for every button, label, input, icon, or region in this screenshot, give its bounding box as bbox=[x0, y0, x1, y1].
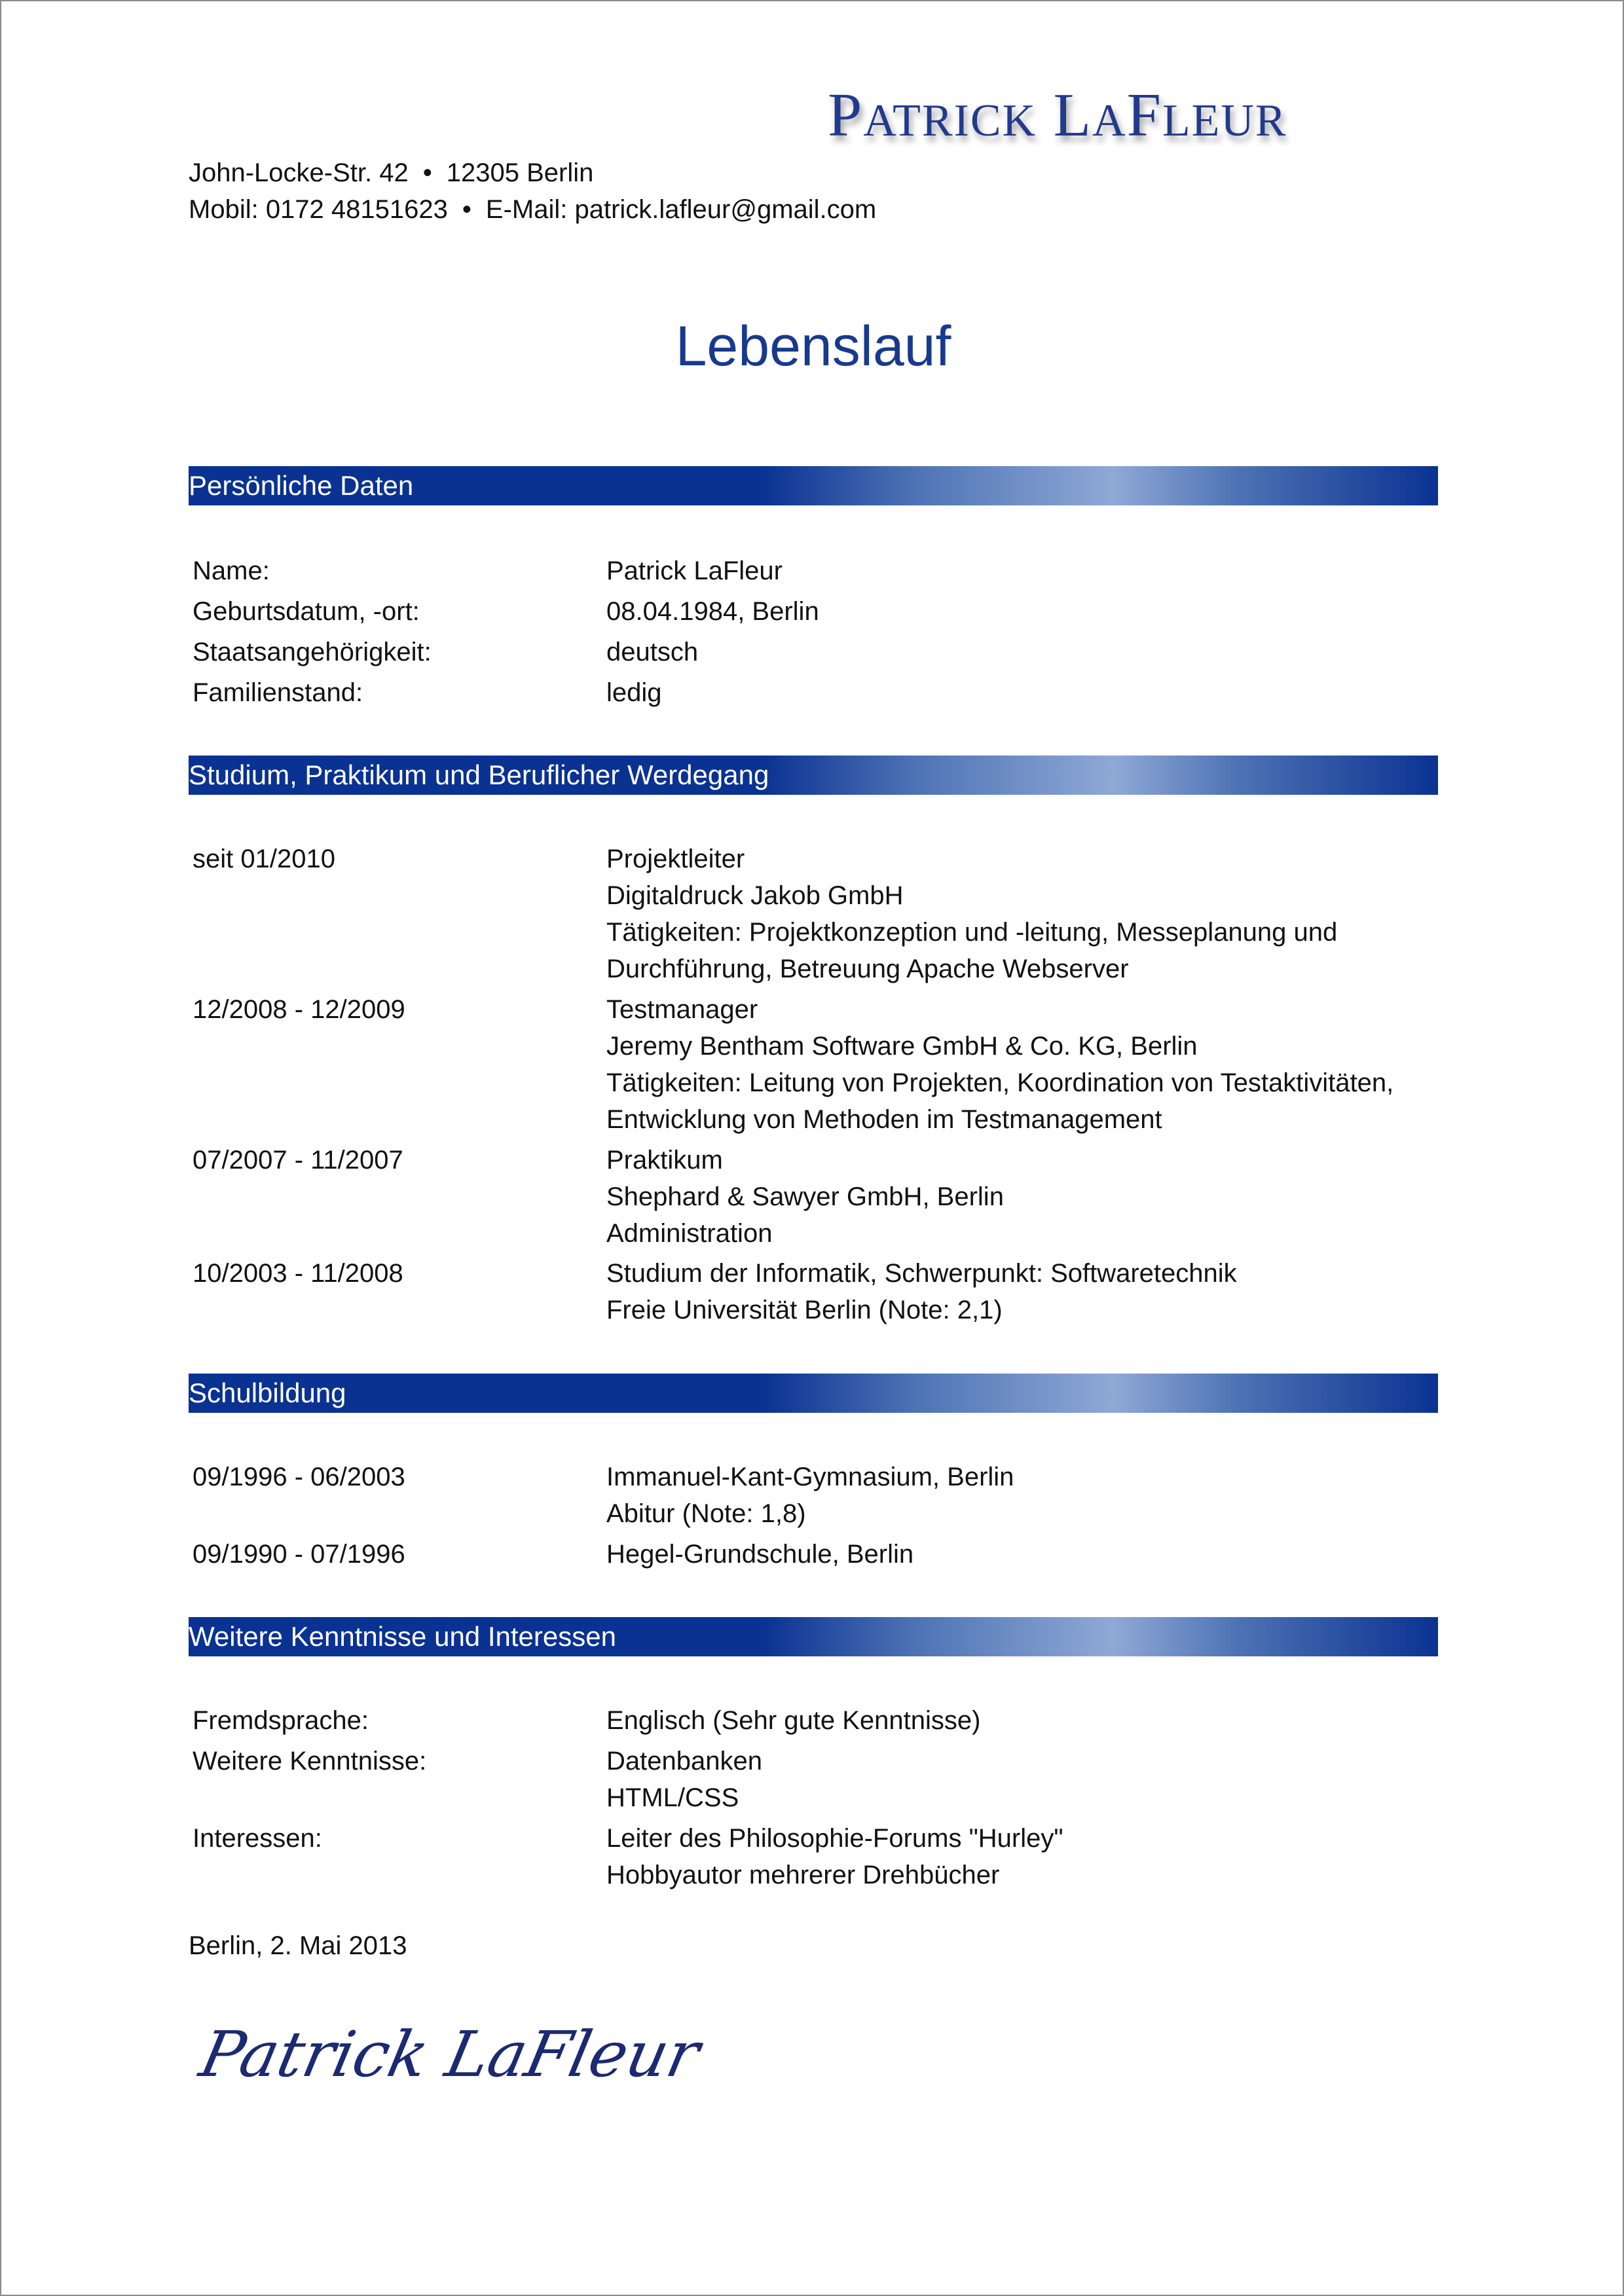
section-header-personal: Persönliche Daten bbox=[189, 466, 1438, 505]
row-label: Weitere Kenntnisse: bbox=[193, 1747, 427, 1776]
contact-address-line bbox=[189, 158, 593, 188]
row-label: Fremdsprache: bbox=[193, 1706, 369, 1735]
bullet-separator: • bbox=[462, 195, 471, 224]
entry-details: Praktikum Shephard & Sawyer GmbH, Berlin Administration bbox=[606, 1146, 1004, 1248]
mobile: Mobil: 0172 48151623 bbox=[189, 195, 448, 224]
row-value: Datenbanken HTML/CSS bbox=[606, 1747, 762, 1812]
row-value: ledig bbox=[606, 678, 662, 707]
entry-date: 09/1996 - 06/2003 bbox=[193, 1463, 405, 1491]
entry-date: 07/2007 - 11/2007 bbox=[193, 1146, 403, 1175]
row-label: Geburtsdatum, -ort: bbox=[193, 597, 420, 626]
entry-date: seit 01/2010 bbox=[193, 845, 335, 873]
entry-date: 10/2003 - 11/2008 bbox=[193, 1259, 403, 1288]
section-header-career: Studium, Praktikum und Beruflicher Werdegang bbox=[189, 756, 1438, 795]
row-label: Familienstand: bbox=[193, 678, 363, 707]
entry-date: 09/1990 - 07/1996 bbox=[193, 1540, 405, 1569]
section-header-skills: Weitere Kenntnisse und Interessen bbox=[189, 1617, 1438, 1656]
bullet-separator: • bbox=[422, 158, 432, 187]
row-value: Englisch (Sehr gute Kenntnisse) bbox=[606, 1706, 981, 1735]
row-value: 08.04.1984, Berlin bbox=[606, 597, 819, 626]
address: John-Locke-Str. 42 bbox=[189, 158, 409, 187]
document-title: Lebenslauf bbox=[675, 315, 951, 378]
row-value: deutsch bbox=[606, 638, 699, 666]
entry-date: 12/2008 - 12/2009 bbox=[193, 995, 405, 1024]
place-and-date: Berlin, 2. Mai 2013 bbox=[189, 1931, 407, 1960]
handwritten-signature: Patrick LaFleur bbox=[194, 2018, 706, 2091]
row-label: Staatsangehörigkeit: bbox=[193, 638, 432, 666]
contact-phone-email-line bbox=[189, 195, 876, 225]
city: 12305 Berlin bbox=[446, 158, 594, 187]
row-label: Name: bbox=[193, 556, 270, 585]
header-name-logo: PATRICK LAFLEUR bbox=[828, 81, 1287, 149]
entry-details: Hegel-Grundschule, Berlin bbox=[606, 1540, 914, 1569]
entry-details: Testmanager Jeremy Bentham Software GmbH & Co. KG, Berlin Tätigkeiten: Leitung von Projekten, Koordination von Testaktivitäten, Entwicklung von Methoden im Testmanagement bbox=[606, 995, 1394, 1134]
row-label: Interessen: bbox=[193, 1824, 322, 1853]
row-value: Leiter des Philosophie-Forums "Hurley" Hobbyautor mehrerer Drehbücher bbox=[606, 1824, 1063, 1889]
section-header-school: Schulbildung bbox=[189, 1374, 1438, 1413]
email: E-Mail: patrick.lafleur@gmail.com bbox=[485, 195, 877, 224]
entry-details: Immanuel-Kant-Gymnasium, Berlin Abitur (Note: 1,8) bbox=[606, 1463, 1014, 1528]
entry-details: Studium der Informatik, Schwerpunkt: Softwaretechnik Freie Universität Berlin (Note: 2,1) bbox=[606, 1259, 1237, 1324]
row-value: Patrick LaFleur bbox=[606, 556, 783, 585]
entry-details: Projektleiter Digitaldruck Jakob GmbH Tätigkeiten: Projektkonzeption und -leitung, Messeplanung und Durchführung, Betreuung Apache Webserver bbox=[606, 845, 1338, 983]
